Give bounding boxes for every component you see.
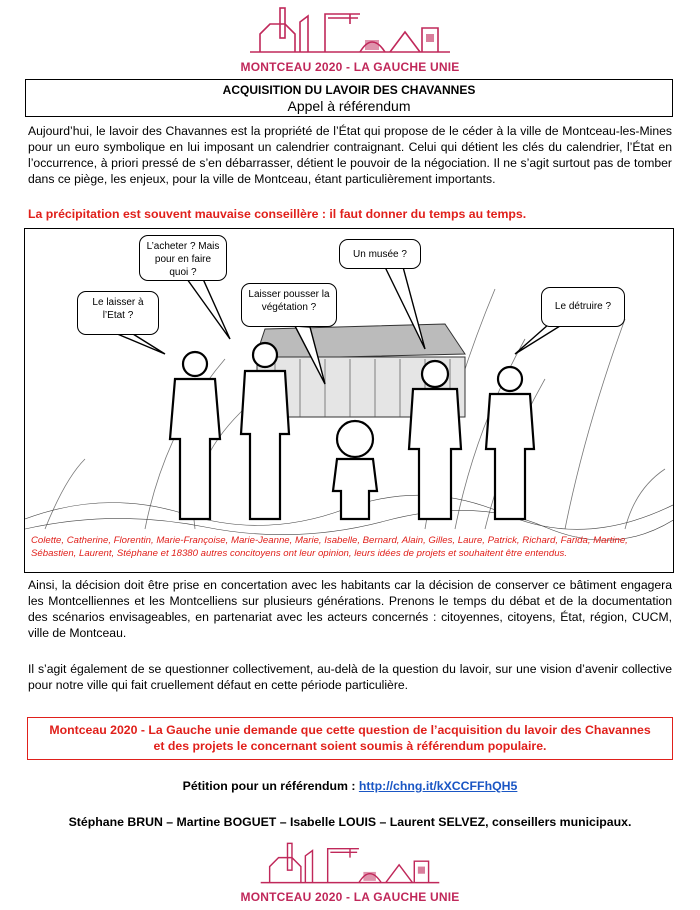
city-skyline-logo-icon	[240, 2, 460, 58]
header-logo-text: MONTCEAU 2020 - LA GAUCHE UNIE	[240, 60, 460, 74]
speech-bubble-buy: L’acheter ? Mais pour en faire quoi ?	[139, 235, 227, 281]
header-logo	[0, 2, 700, 74]
speech-bubble-museum: Un musée ?	[339, 239, 421, 269]
demand-line-2: et des projets le concernant soient soumis à référendum populaire.	[153, 739, 547, 753]
petition-link[interactable]: http://chng.it/kXCCFFhQH5	[358, 779, 518, 793]
intro-paragraph: Aujourd’hui, le lavoir des Chavannes est la propriété de l’État qui propose de le céder à la ville de Montceau-les-Mines pour un euro symbolique en lui imposant un calendrier contraignant. Celui qui détient les clés du calendrier, l’État en l’occurrence, à priori pressé de s’en débarrasser, détient le pouvoir de la négociation. Il ne s’agit surtout pas de tomber dans ce piège, les enjeux, pour la ville de Montceau, étant particulièrement importants.	[28, 124, 672, 186]
demand-line-1: Montceau 2020 - La Gauche unie demande que cette question de l’acquisition du lavoir des Chavannes	[49, 723, 651, 737]
page-subtitle: Appel à référendum	[287, 98, 411, 114]
speech-bubble-destroy: Le détruire ?	[541, 287, 625, 327]
signers-line: Stéphane BRUN – Martine BOGUET – Isabelle LOUIS – Laurent SELVEZ, conseillers municipaux.	[68, 815, 632, 829]
footer-logo-text: MONTCEAU 2020 - LA GAUCHE UNIE	[240, 890, 460, 904]
footer-logo	[0, 838, 700, 904]
city-skyline-logo-icon	[240, 838, 460, 888]
warning-text: La précipitation est souvent mauvaise conseillère : il faut donner du temps au temps.	[28, 207, 527, 221]
speech-bubble-leave-to-state: Le laisser à l’Etat ?	[77, 291, 159, 335]
illustration-panel	[24, 228, 674, 573]
speech-bubble-vegetation: Laisser pousser la végétation ?	[241, 283, 337, 327]
title-box	[25, 79, 673, 117]
body-paragraph-2: Ainsi, la décision doit être prise en concertation avec les habitants car la décision de conserver ce bâtiment engagera les Montcelliennes et les Montcelliens sur plusieurs générations. Prenons le temps du débat et de la documentation des scénarios envisageables, en partenariat avec les acteurs concernés : citoyennes, citoyens, État, région, CUCM, ville de Montceau.	[28, 578, 672, 640]
body-paragraph-3: Il s’agit également de se questionner collectivement, au-delà de la question du lavoir, sur une vision d’avenir collective pour notre ville qui fait cruellement défaut en cette période particulière.	[28, 662, 672, 692]
demand-box	[27, 717, 673, 760]
petition-label: Pétition pour un référendum :	[182, 779, 359, 793]
petition-line	[0, 779, 700, 793]
illustration-caption: Colette, Catherine, Florentin, Marie-Françoise, Marie-Jeanne, Marie, Isabelle, Bernard, Alain, Gilles, Laure, Patrick, Richard, Farida, Martine, Sébastien, Laurent, Stéphane et 18380 autres concitoyens ont leur opinion, leurs idées de projets et souhaitent être entendus.	[31, 535, 628, 559]
lavoir-sketch-illustration	[25, 229, 674, 573]
page-title: ACQUISITION DU LAVOIR DES CHAVANNES	[222, 83, 476, 97]
